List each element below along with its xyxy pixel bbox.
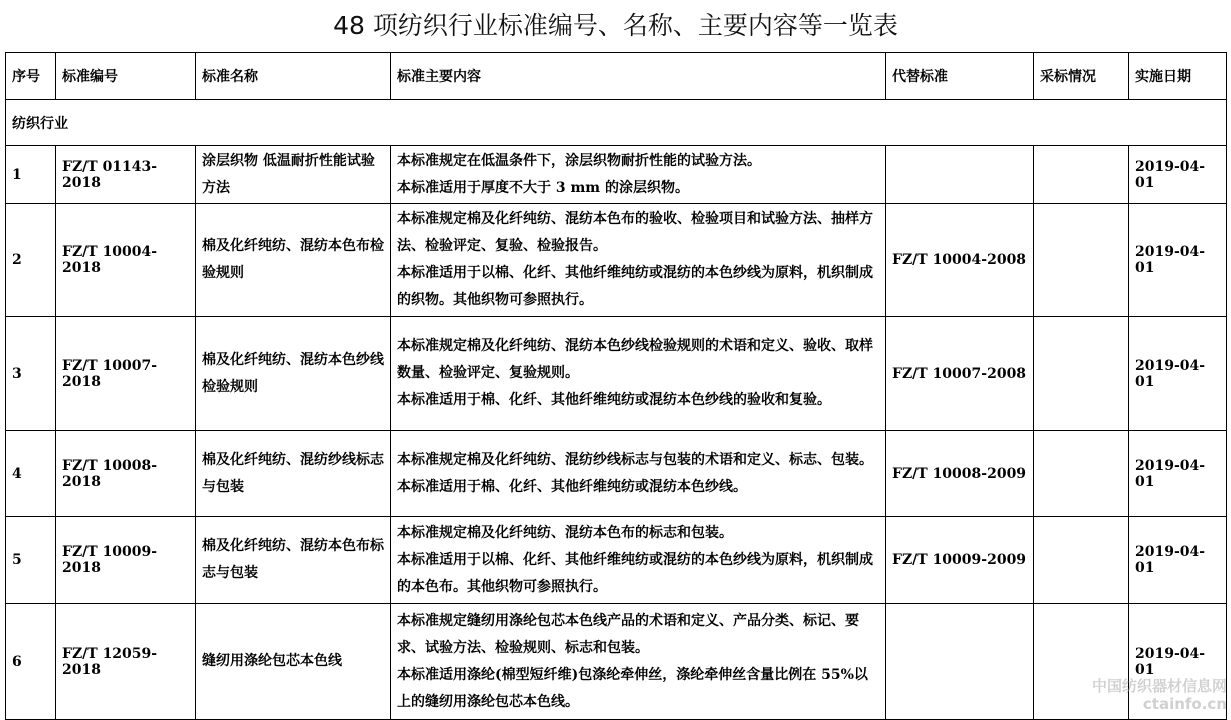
- content-paragraph: 本标准规定棉及化纤纯纺、混纺本色布的验收、检验项目和试验方法、抽样方法、检验评定、复验、检验报告。: [397, 211, 873, 254]
- row-content: [391, 431, 886, 517]
- watermark-line2: ctainfo.cn: [1142, 695, 1227, 713]
- row-adoption: [1034, 431, 1129, 517]
- row-replaces: [886, 146, 1034, 204]
- header-code: 标准编号: [56, 53, 196, 100]
- row-no: 5: [6, 517, 56, 604]
- row-name: 棉及化纤纯纺、混纺本色布标志与包装: [196, 517, 391, 604]
- row-code: FZ/T 10004-2018: [56, 204, 196, 317]
- table-row: [6, 204, 1227, 317]
- row-code: FZ/T 01143-2018: [56, 146, 196, 204]
- section-label: 纺织行业: [6, 100, 1227, 146]
- row-content: [391, 517, 886, 604]
- row-adoption: [1034, 517, 1129, 604]
- header-date: 实施日期: [1129, 53, 1227, 100]
- row-content: [391, 204, 886, 317]
- content-paragraph: 本标准规定棉及化纤纯纺、混纺本色纱线检验规则的术语和定义、验收、取样数量、检验评定、复验规则。: [397, 338, 873, 381]
- row-date: 2019-04-01: [1129, 517, 1227, 604]
- row-replaces: FZ/T 10004-2008: [886, 204, 1034, 317]
- header-replaces: 代替标准: [886, 53, 1034, 100]
- row-content: [391, 604, 886, 720]
- watermark-line1: 中国纺织器材信息网: [1091, 677, 1227, 695]
- row-name: 缝纫用涤纶包芯本色线: [196, 604, 391, 720]
- row-name: 棉及化纤纯纺、混纺纱线标志与包装: [196, 431, 391, 517]
- table-row: [6, 604, 1227, 720]
- header-no: 序号: [6, 53, 56, 100]
- row-date: 2019-04-01: [1129, 204, 1227, 317]
- row-content: [391, 146, 886, 204]
- row-adoption: [1034, 604, 1129, 720]
- row-adoption: [1034, 204, 1129, 317]
- row-no: 1: [6, 146, 56, 204]
- row-date: 2019-04-01: [1129, 317, 1227, 431]
- row-no: 3: [6, 317, 56, 431]
- row-adoption: [1034, 317, 1129, 431]
- header-content: 标准主要内容: [391, 53, 886, 100]
- row-replaces: FZ/T 10008-2009: [886, 431, 1034, 517]
- content-paragraph: 本标准适用于以棉、化纤、其他纤维纯纺或混纺的本色纱线为原料，机织制成的本色布。其他织物可参照执行。: [397, 551, 873, 595]
- row-date: 2019-04-01: [1129, 146, 1227, 204]
- row-no: 4: [6, 431, 56, 517]
- table-row: [6, 517, 1227, 604]
- header-name: 标准名称: [196, 53, 391, 100]
- content-paragraph: 本标准适用于厚度不大于 3 mm 的涂层织物。: [397, 179, 689, 196]
- content-paragraph: 本标准规定缝纫用涤纶包芯本色线产品的术语和定义、产品分类、标记、要求、试验方法、检验规则、标志和包装。: [397, 612, 859, 656]
- content-paragraph: 本标准适用于棉、化纤、其他纤维纯纺或混纺本色纱线。: [397, 478, 747, 495]
- row-adoption: [1034, 146, 1129, 204]
- content-paragraph: 本标准适用于以棉、化纤、其他纤维纯纺或混纺的本色纱线为原料，机织制成的织物。其他织物可参照执行。: [397, 265, 873, 308]
- row-name: 棉及化纤纯纺、混纺本色布检验规则: [196, 204, 391, 317]
- row-code: FZ/T 10009-2018: [56, 517, 196, 604]
- row-code: FZ/T 10007-2018: [56, 317, 196, 431]
- table-row: [6, 431, 1227, 517]
- content-paragraph: 本标准规定在低温条件下，涂层织物耐折性能的试验方法。: [397, 152, 761, 169]
- row-replaces: [886, 604, 1034, 720]
- row-date: 2019-04-01: [1129, 431, 1227, 517]
- row-code: FZ/T 12059-2018: [56, 604, 196, 720]
- section-row: [6, 100, 1227, 146]
- header-row: [6, 53, 1227, 100]
- content-paragraph: 本标准适用涤纶(棉型短纤维)包涤纶牵伸丝，涤纶牵伸丝含量比例在 55%以上的缝纫用涤纶包芯本色线。: [397, 666, 868, 710]
- content-paragraph: 本标准规定棉及化纤纯纺、混纺纱线标志与包装的术语和定义、标志、包装。: [397, 451, 873, 468]
- row-no: 6: [6, 604, 56, 720]
- standards-table: [5, 52, 1227, 720]
- row-replaces: FZ/T 10009-2009: [886, 517, 1034, 604]
- table-row: [6, 146, 1227, 204]
- row-name: 涂层织物 低温耐折性能试验方法: [196, 146, 391, 204]
- content-paragraph: 本标准适用于棉、化纤、其他纤维纯纺或混纺本色纱线的验收和复验。: [397, 392, 831, 408]
- page-title: 48 项纺织行业标准编号、名称、主要内容等一览表: [333, 11, 898, 40]
- row-no: 2: [6, 204, 56, 317]
- row-name: 棉及化纤纯纺、混纺本色纱线检验规则: [196, 317, 391, 431]
- content-paragraph: 本标准规定棉及化纤纯纺、混纺本色布的标志和包装。: [397, 524, 733, 541]
- row-replaces: FZ/T 10007-2008: [886, 317, 1034, 431]
- table-row: [6, 317, 1227, 431]
- row-code: FZ/T 10008-2018: [56, 431, 196, 517]
- header-adoption: 采标情况: [1034, 53, 1129, 100]
- row-content: [391, 317, 886, 431]
- row-date: 2019-04-01: [1129, 604, 1227, 720]
